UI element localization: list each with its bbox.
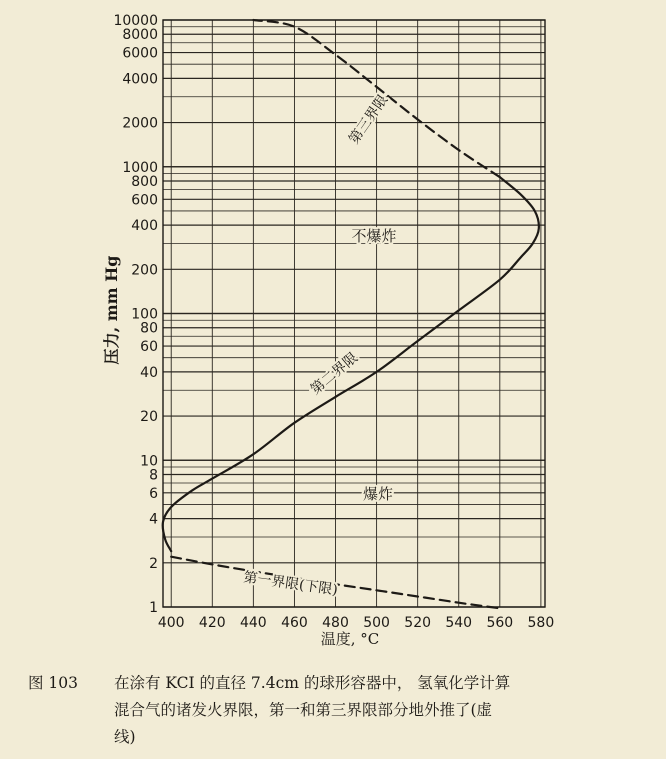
y-tick-label: 20	[140, 409, 158, 426]
x-tick-label: 460	[281, 615, 308, 631]
y-tick-label: 400	[131, 218, 158, 235]
y-tick-label: 100	[131, 306, 158, 323]
y-tick-label: 800	[131, 173, 158, 190]
caption-line-3: 线)	[114, 728, 136, 746]
label-second-limit: 第二界限	[307, 349, 362, 399]
y-tick-label: 6000	[122, 45, 158, 62]
label-first-limit: 第一界限(下限)	[242, 569, 339, 599]
y-tick-label: 2	[149, 555, 158, 572]
x-tick-label: 540	[445, 615, 473, 631]
x-tick-label: 400	[157, 615, 185, 631]
y-tick-label: 60	[140, 339, 158, 356]
y-tick-label: 10	[140, 453, 158, 470]
y-tick-label: 8000	[122, 27, 158, 44]
tick-labels	[113, 13, 554, 631]
y-tick-label: 8	[149, 467, 158, 484]
y-tick-label: 200	[131, 262, 158, 279]
x-tick-label: 580	[527, 615, 555, 631]
x-axis-title: 温度, °C	[320, 630, 380, 648]
y-tick-label: 80	[140, 320, 158, 337]
y-tick-label: 600	[131, 192, 158, 209]
x-tick-label: 520	[404, 615, 432, 631]
grid	[163, 20, 545, 607]
label-third-limit: 第三界限	[346, 92, 392, 148]
x-tick-label: 480	[322, 615, 349, 631]
y-tick-label: 4	[149, 511, 158, 528]
region-label-no-explosion: 不爆炸	[351, 227, 397, 245]
x-tick-label: 560	[486, 615, 514, 631]
caption-line-2: 混合气的诸发火界限，第一和第三界限部分地外推了(虚	[114, 701, 493, 719]
y-axis-title: 压力, mm Hg	[102, 255, 121, 365]
y-tick-label: 4000	[122, 71, 158, 88]
y-tick-label: 6	[149, 485, 158, 502]
y-tick-label: 1000	[122, 159, 158, 176]
y-tick-label: 2000	[122, 115, 158, 132]
figure-number: 图 103	[28, 674, 79, 692]
y-tick-label: 40	[140, 364, 158, 381]
x-tick-label: 420	[198, 615, 226, 631]
series	[163, 20, 539, 608]
caption-line-1: 在涂有 KCI 的直径 7.4cm 的球形容器中， 氢氧化学计算	[114, 674, 511, 692]
region-label-explosion: 爆炸	[362, 485, 394, 503]
y-tick-label: 10000	[113, 13, 158, 29]
y-tick-label: 1	[149, 600, 158, 616]
x-tick-label: 440	[239, 615, 267, 631]
figure-caption	[28, 670, 648, 751]
x-tick-label: 500	[363, 615, 390, 631]
